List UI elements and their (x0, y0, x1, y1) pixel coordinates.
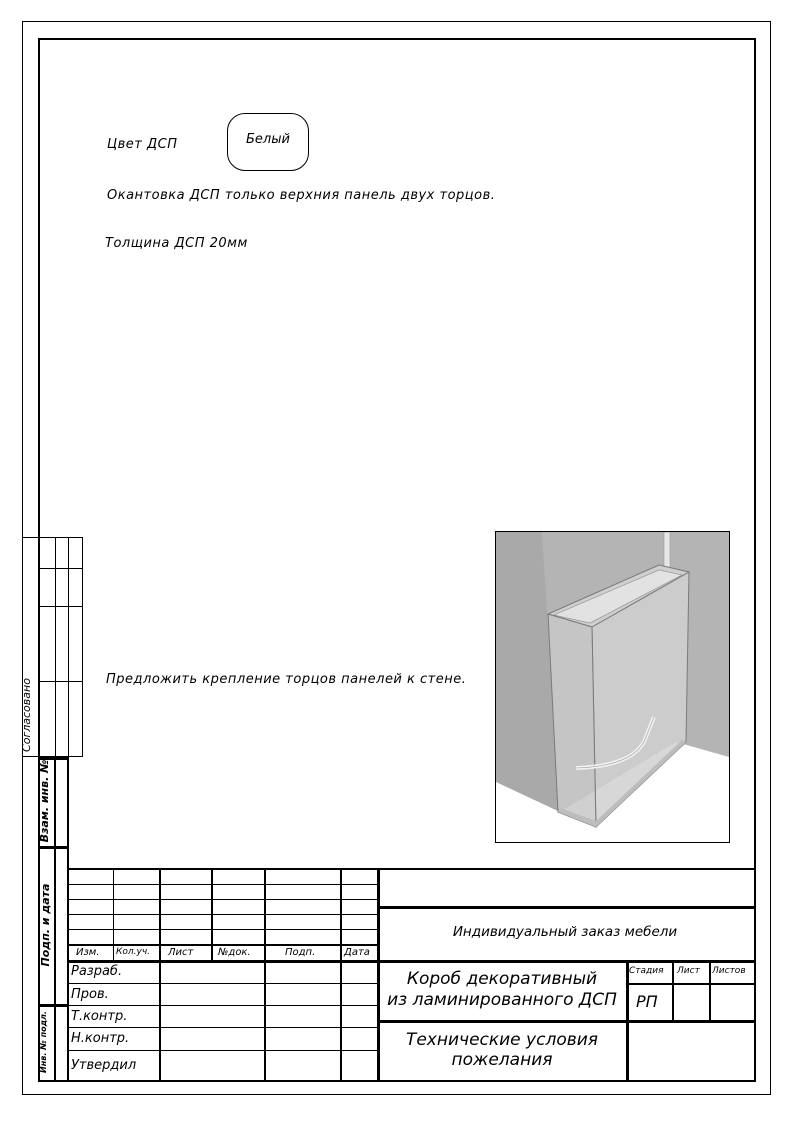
rev-header-list: Лист (168, 947, 194, 958)
box-render-image (495, 531, 730, 843)
product-name-line1: Короб декоративный (406, 969, 598, 989)
role-developer: Разраб. (71, 964, 123, 979)
box-3d-render-icon (496, 532, 729, 842)
orig-inv-label: Инв. № подл. (39, 1011, 48, 1073)
rev-header-sign: Подп. (285, 947, 316, 958)
color-value: Белый (246, 131, 290, 147)
role-norm-control: Н.контр. (71, 1031, 130, 1046)
replaced-inv-label: Взам. инв. № (38, 759, 51, 843)
sign-date-label: Подп. и дата (39, 883, 52, 967)
color-label: Цвет ДСП (107, 137, 178, 152)
color-value-box (227, 113, 309, 171)
rev-header-izm: Изм. (76, 947, 100, 958)
sheet-header: Лист (677, 966, 700, 976)
rev-header-doc: №док. (218, 947, 251, 958)
role-approver: Утвердил (71, 1058, 137, 1073)
role-tech-control: Т.контр. (71, 1009, 128, 1024)
role-checker: Пров. (71, 987, 109, 1002)
doc-title-line1: Технические условия (405, 1030, 599, 1050)
stage-header: Стадия (629, 966, 664, 976)
mounting-note: Предложить крепление торцов панелей к стене. (106, 672, 467, 687)
rev-header-kolvo: Кол.уч. (116, 947, 151, 957)
stage-value: РП (636, 992, 658, 1011)
product-name-line2: из ламинированного ДСП (387, 990, 617, 1010)
sheets-header: Листов (712, 966, 746, 976)
rev-header-date: Дата (344, 947, 370, 958)
doc-title-line2: пожелания (451, 1050, 553, 1070)
agreed-label: Согласовано (20, 678, 33, 752)
thickness-note: Толщина ДСП 20мм (105, 236, 248, 251)
edging-note: Окантовка ДСП только верхния панель двух торцов. (107, 188, 496, 203)
project-title: Индивидуальный заказ мебели (452, 924, 678, 940)
